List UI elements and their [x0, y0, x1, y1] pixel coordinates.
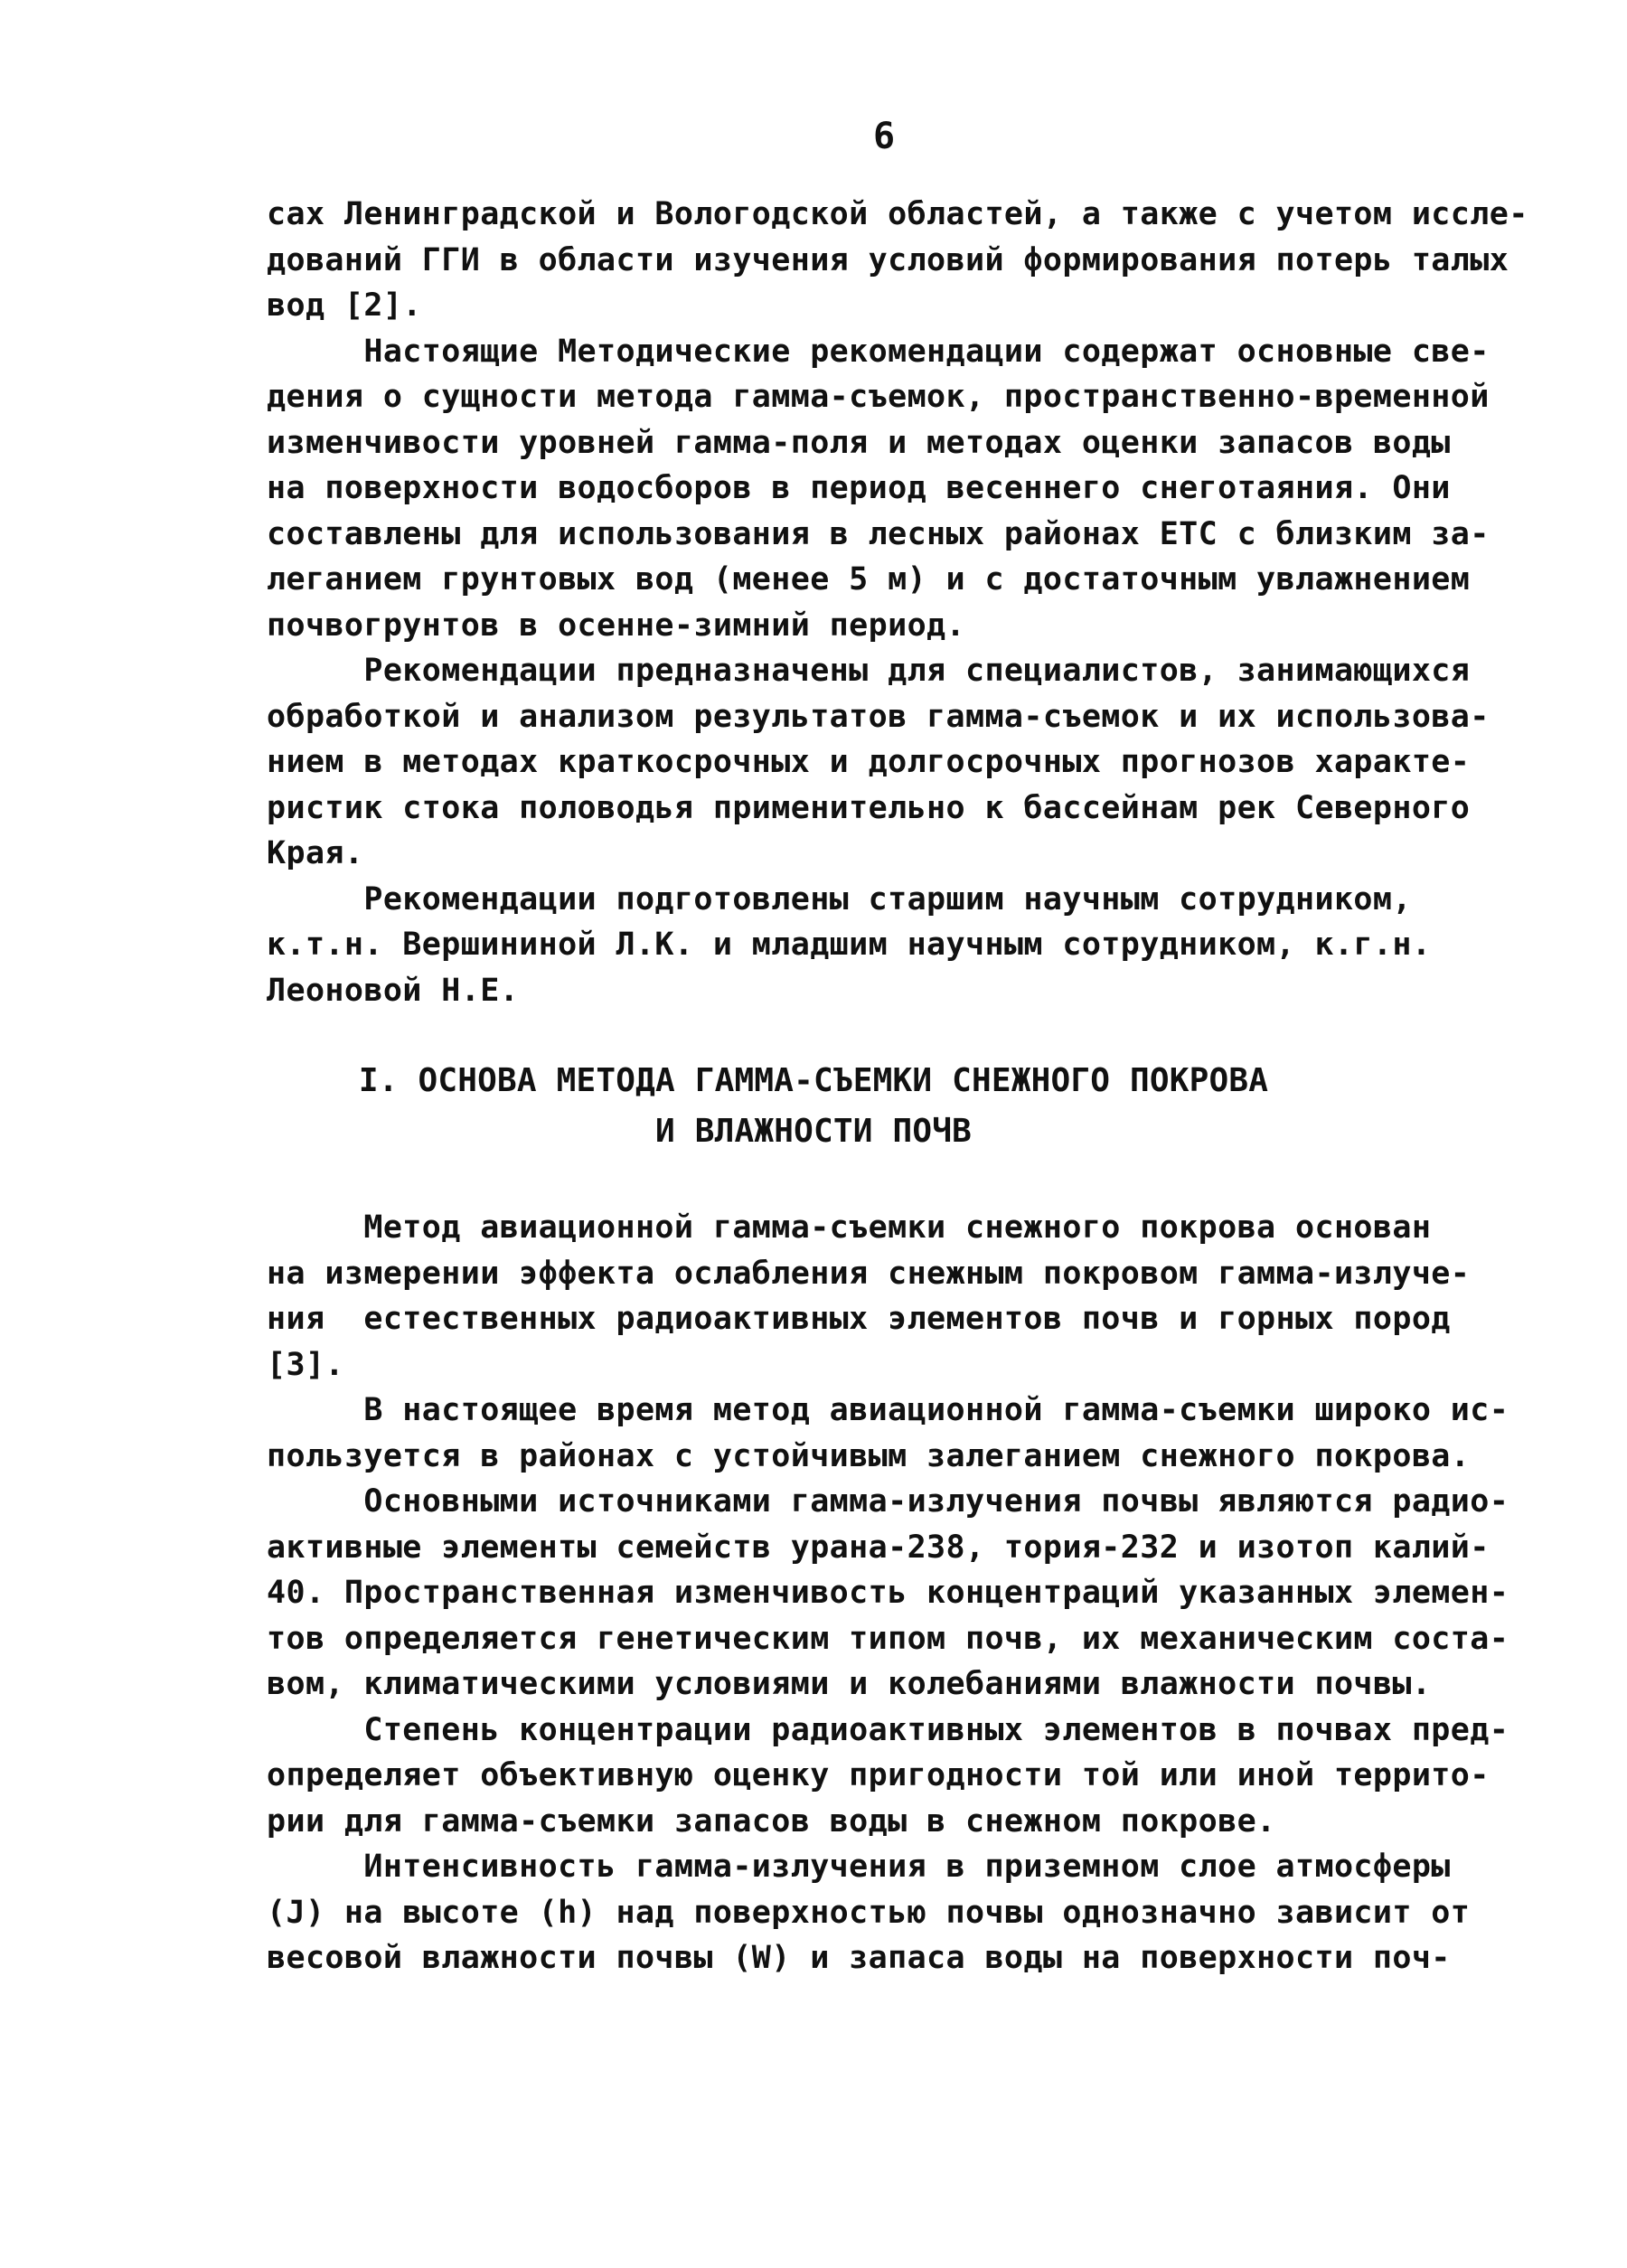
paragraph: [267, 1708, 1514, 1845]
text-line: рии для гамма-съемки запасов воды в снежном покрове.: [267, 1802, 1276, 1840]
text-line: 40. Пространственная изменчивость концентраций указанных элемен-: [267, 1575, 1509, 1611]
text-line: вод [2].: [267, 287, 422, 324]
text-line: (J) на высоте (h) над поверхностью почвы однозначно зависит от: [267, 1894, 1471, 1931]
text-line: составлены для использования в лесных районах ЕТС с близким за-: [267, 515, 1490, 552]
heading-line: I. ОСНОВА МЕТОДА ГАММА-СЪЕМКИ СНЕЖНОГО ПОКРОВА: [358, 1062, 1269, 1099]
text-line: Интенсивность гамма-излучения в приземном слое атмосферы: [267, 1849, 1451, 1885]
text-line: Основными источниками гамма-излучения почвы являются радио-: [267, 1483, 1509, 1520]
text-line: вом, климатическими условиями и колебаниями влажности почвы.: [267, 1666, 1432, 1702]
text-line: пользуется в районах с устойчивым залеганием снежного покрова.: [267, 1437, 1471, 1474]
text-line: Рекомендации предназначены для специалистов, занимающихся: [267, 653, 1471, 689]
text-line: активные элементы семейств урана-238, тория-232 и изотоп калий-: [267, 1529, 1490, 1566]
text-line: к.т.н. Вершининой Л.К. и младшим научным сотрудником, к.г.н.: [267, 927, 1432, 963]
section-heading: [0, 1056, 1627, 1157]
paragraph: [267, 1205, 1514, 1388]
text-line: Края.: [267, 835, 364, 871]
heading-line: И ВЛАЖНОСТИ ПОЧВ: [655, 1113, 972, 1150]
text-line: сах Ленинградской и Вологодской областей, а также с учетом иссле-: [267, 196, 1528, 232]
text-line: ристик стока половодья применительно к бассейнам рек Северного: [267, 789, 1471, 826]
page-number: 6: [873, 116, 896, 157]
paragraph: [267, 1388, 1514, 1479]
text-line: Метод авиационной гамма-съемки снежного покрова основан: [267, 1209, 1432, 1246]
text-line: Леоновой Н.Е.: [267, 972, 520, 1009]
text-line: Рекомендации подготовлены старшим научным сотрудником,: [267, 880, 1412, 918]
text-line: [3].: [267, 1346, 344, 1383]
paragraph: [267, 329, 1514, 649]
text-line: Настоящие Методические рекомендации содержат основные све-: [267, 333, 1490, 370]
text-line: определяет объективную оценку пригодности той или иной террито-: [267, 1757, 1490, 1793]
text-line: Степень концентрации радиоактивных элементов в почвах пред-: [267, 1711, 1509, 1748]
intro-text: [267, 192, 1528, 1013]
text-line: обработкой и анализом результатов гамма-съемок и их использова-: [267, 698, 1490, 735]
text-line: дований ГГИ в области изучения условий формирования потерь талых: [267, 241, 1509, 278]
paragraph: [267, 1844, 1514, 1981]
text-line: тов определяется генетическим типом почв, их механическим соста-: [267, 1620, 1509, 1657]
text-line: В настоящее время метод авиационной гамма-съемки широко ис-: [267, 1392, 1509, 1428]
paragraph: [267, 192, 1528, 329]
text-line: изменчивости уровней гамма-поля и методах оценки запасов воды: [267, 424, 1451, 461]
text-line: на измерении эффекта ослабления снежным покровом гамма-излуче-: [267, 1255, 1471, 1292]
text-line: почвогрунтов в осенне-зимний период.: [267, 607, 965, 644]
text-line: ния естественных радиоактивных элементов почв и горных пород: [267, 1301, 1451, 1337]
paragraph: [267, 1479, 1514, 1708]
text-line: нием в методах краткосрочных и долгосрочных прогнозов характе-: [267, 744, 1471, 780]
text-line: леганием грунтовых вод (менее 5 м) и с достаточным увлажнением: [267, 561, 1471, 598]
text-line: дения о сущности метода гамма-съемок, пространственно-временной: [267, 379, 1490, 415]
text-line: на поверхности водосборов в период весеннего снеготаяния. Они: [267, 470, 1451, 506]
paragraph: [267, 648, 1514, 877]
text-line: весовой влажности почвы (W) и запаса воды на поверхности поч-: [267, 1940, 1451, 1976]
paragraph: [267, 877, 1514, 1014]
section-text: [267, 1205, 1514, 1981]
